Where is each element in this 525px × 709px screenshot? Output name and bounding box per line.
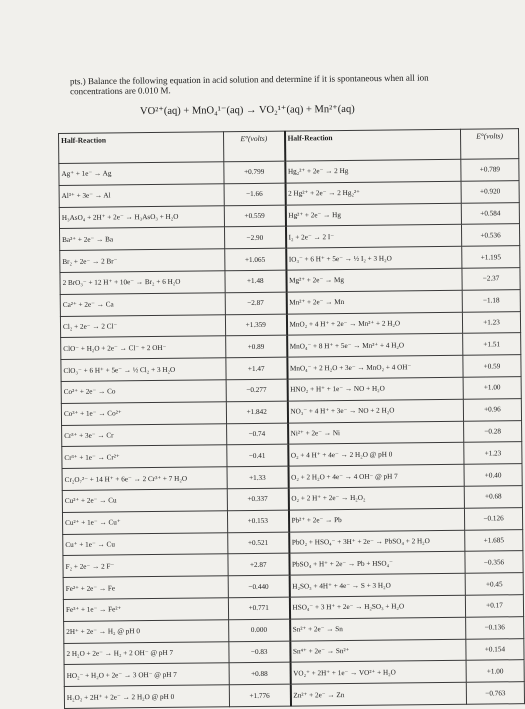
half-reaction-left-cell: ClO⁻ + H₂O + 2e⁻ → Cl⁻ + 2 OH⁻	[61, 336, 226, 360]
potential-left-cell: −0.74	[227, 423, 288, 445]
potential-right-cell: +0.45	[465, 573, 523, 595]
potential-left-cell: +1.359	[225, 314, 286, 336]
potential-left-cell: −2.90	[224, 227, 285, 249]
half-reaction-right-cell: Pb²⁺ + 2e⁻ → Pb	[288, 508, 464, 532]
potential-left-cell: −0.277	[226, 379, 287, 401]
half-reaction-right-cell: Hg²⁺ + 2e⁻ → Hg	[285, 203, 461, 227]
potential-right-cell: −0.763	[466, 682, 524, 704]
half-reaction-right-cell: HSO₄⁻ + 3 H⁺ + 2e⁻ → H₂SO₃ + H₂O	[289, 595, 465, 619]
potential-right-cell: +0.584	[461, 202, 519, 224]
potential-right-cell: +1.00	[466, 660, 524, 682]
potential-right-cell: +0.789	[461, 159, 519, 181]
potential-right-cell: +1.685	[465, 529, 523, 551]
half-reaction-right-cell: MnO₂ + 4 H⁺ + 2e⁻ → Mn²⁺ + 2 H₂O	[286, 312, 462, 336]
header-half-reaction-right: Half-Reaction	[284, 129, 460, 161]
potential-left-cell: +1.776	[229, 684, 290, 706]
question-line-2: concentrations are 0.010 M.	[70, 85, 171, 97]
table-body	[59, 159, 525, 709]
potential-right-cell: +0.536	[461, 224, 519, 246]
half-reaction-left-cell: H₃AsO₄ + 2H⁺ + 2e⁻ → H₃AsO₃ + H₂O	[59, 205, 224, 229]
half-reaction-left-cell: Co²⁺ + 2e⁻ → Co	[61, 380, 226, 404]
potential-left-cell: +1.48	[225, 270, 286, 292]
half-reaction-right-cell: MnO₄⁻ + 8 H⁺ + 5e⁻ → Mn²⁺ + 4 H₂O	[287, 334, 463, 358]
question-line-1: pts.) Balance the following equation in acid solution and determine if it is spontaneous when all ion	[69, 72, 429, 87]
table-header-row	[59, 129, 519, 164]
potential-left-cell: +0.88	[229, 662, 290, 684]
half-reaction-right-cell: Sn⁴⁺ + 2e⁻ → Sn²⁺	[290, 639, 466, 663]
half-reaction-left-cell: Ba²⁺ + 2e⁻ → Ba	[60, 227, 225, 251]
half-reaction-left-cell: Fe²⁺ + 2e⁻ → Fe	[63, 576, 228, 600]
half-reaction-right-cell: Hg₂²⁺ + 2e⁻ → 2 Hg	[285, 159, 461, 183]
half-reaction-left-cell: F₂ + 2e⁻ → 2 F⁻	[63, 554, 228, 578]
half-reaction-left-cell: ClO₃⁻ + 6 H⁺ + 5e⁻ → ½ Cl₂ + 3 H₂O	[61, 358, 226, 382]
half-reaction-left-cell: Cr₂O₇²⁻ + 14 H⁺ + 6e⁻ → 2 Cr³⁺ + 7 H₂O	[62, 467, 227, 491]
table-row	[64, 682, 524, 709]
half-reaction-left-cell: H₂O₂ + 2H⁺ + 2e⁻ → 2 H₂O @ pH 0	[64, 685, 229, 709]
potential-left-cell: −0.440	[228, 575, 289, 597]
half-reaction-left-cell: HO₂⁻ + H₂O + 2e⁻ → 3 OH⁻ @ pH 7	[64, 663, 229, 687]
half-reaction-right-cell: O₂ + 4 H⁺ + 4e⁻ → 2 H₂O @ pH 0	[288, 443, 464, 467]
potential-right-cell: +1.195	[462, 246, 520, 268]
potential-right-cell: +0.40	[464, 464, 522, 486]
half-reaction-right-cell: HNO₂ + H⁺ + 1e⁻ → NO + H₂O	[287, 377, 463, 401]
half-reaction-right-cell: Zn²⁺ + 2e⁻ → Zn	[290, 682, 466, 706]
question-text	[70, 72, 510, 97]
potential-left-cell: +1.842	[226, 401, 287, 423]
half-reaction-left-cell: Fe³⁺ + 1e⁻ → Fe²⁺	[63, 598, 228, 622]
potential-left-cell: +0.771	[228, 597, 289, 619]
half-reaction-right-cell: O₂ + 2 H₂O + 4e⁻ → 4 OH⁻ @ pH 7	[288, 464, 464, 488]
potential-left-cell: 0.000	[229, 619, 290, 641]
potential-left-cell: −0.83	[229, 641, 290, 663]
potential-right-cell: −2.37	[462, 268, 520, 290]
half-reaction-left-cell: 2 H₂O + 2e⁻ → H₂ + 2 OH⁻ @ pH 7	[64, 641, 229, 665]
half-reaction-left-cell: Br₂ + 2e⁻ → 2 Br⁻	[60, 249, 225, 273]
half-reaction-right-cell: NO₃⁻ + 4 H⁺ + 3e⁻ → NO + 2 H₂O	[287, 399, 463, 423]
potential-right-cell: −1.18	[462, 289, 520, 311]
half-reaction-right-cell: PbO₂ + HSO₄⁻ + 3H⁺ + 2e⁻ → PbSO₄ + 2 H₂O	[289, 530, 465, 554]
potential-left-cell: +0.521	[228, 532, 289, 554]
half-reaction-right-cell: Mg²⁺ + 2e⁻ → Mg	[286, 268, 462, 292]
header-e-volts-right: E°(volts)	[460, 129, 518, 160]
potential-left-cell: −2.87	[225, 292, 286, 314]
half-reaction-right-cell: Sn²⁺ + 2e⁻ → Sn	[290, 617, 466, 641]
potential-right-cell: −0.356	[465, 551, 523, 573]
half-reaction-left-cell: Cl₂ + 2e⁻ → 2 Cl⁻	[60, 314, 225, 338]
potential-left-cell: +1.33	[227, 466, 288, 488]
half-reaction-right-cell: H₂SO₃ + 4H⁺ + 4e⁻ → S + 3 H₂O	[289, 573, 465, 597]
half-reaction-right-cell: 2 Hg²⁺ + 2e⁻ → 2 Hg₂²⁺	[285, 181, 461, 205]
potential-right-cell: +0.68	[464, 486, 522, 508]
half-reaction-left-cell: Ag⁺ + 1e⁻ → Ag	[59, 162, 224, 186]
half-reaction-right-cell: I₂ + 2e⁻ → 2 I⁻	[285, 225, 461, 249]
half-reaction-left-cell: Ca²⁺ + 2e⁻ → Ca	[60, 293, 225, 317]
potential-left-cell: +2.87	[228, 553, 289, 575]
half-reaction-left-cell: Cu²⁺ + 2e⁻ → Cu	[62, 489, 227, 513]
potential-left-cell: +0.799	[224, 161, 285, 183]
half-reaction-right-cell: Mn²⁺ + 2e⁻ → Mn	[286, 290, 462, 314]
potential-left-cell: +0.89	[226, 335, 287, 357]
potential-left-cell: +1.065	[225, 248, 286, 270]
potential-right-cell: +0.17	[465, 595, 523, 617]
potential-left-cell: +0.153	[227, 510, 288, 532]
potential-left-cell: +0.559	[224, 205, 285, 227]
half-reaction-left-cell: Al³⁺ + 3e⁻ → Al	[59, 184, 224, 208]
potential-right-cell: +0.920	[461, 180, 519, 202]
potential-right-cell: −0.28	[464, 420, 522, 442]
potential-right-cell: +1.51	[463, 333, 521, 355]
half-reaction-right-cell: IO₃⁻ + 6 H⁺ + 5e⁻ → ½ I₂ + 3 H₂O	[286, 246, 462, 270]
half-reaction-right-cell: PbSO₄ + H⁺ + 2e⁻ → Pb + HSO₄⁻	[289, 552, 465, 576]
reduction-potential-table-container	[58, 128, 523, 702]
potential-right-cell: +1.23	[464, 442, 522, 464]
half-reaction-right-cell: MnO₄⁻ + 2 H₂O + 3e⁻ → MnO₂ + 4 OH⁻	[287, 355, 463, 379]
potential-right-cell: +1.00	[463, 377, 521, 399]
half-reaction-right-cell: O₂ + 2 H⁺ + 2e⁻ → H₂O₂	[288, 486, 464, 510]
potential-right-cell: −0.126	[464, 507, 522, 529]
header-e-volts-left: E°(volts)	[223, 131, 284, 162]
potential-left-cell: −1.66	[224, 183, 285, 205]
potential-right-cell: −0.136	[466, 616, 524, 638]
half-reaction-right-cell: Ni²⁺ + 2e⁻ → Ni	[288, 421, 464, 445]
half-reaction-left-cell: 2 BrO₃⁻ + 12 H⁺ + 10e⁻ → Br₂ + 6 H₂O	[60, 271, 225, 295]
half-reaction-right-cell: VO₂⁺ + 2H⁺ + 1e⁻ → VO²⁺ + H₂O	[290, 661, 466, 685]
potential-left-cell: +0.337	[227, 488, 288, 510]
potential-right-cell: +0.154	[466, 638, 524, 660]
potential-right-cell: +0.96	[463, 398, 521, 420]
potential-left-cell: +1.47	[226, 357, 287, 379]
potential-right-cell: +0.59	[463, 355, 521, 377]
half-reaction-left-cell: 2H⁺ + 2e⁻ → H₂ @ pH 0	[64, 619, 229, 643]
potential-left-cell: −0.41	[227, 444, 288, 466]
reduction-potential-table	[58, 128, 525, 709]
half-reaction-left-cell: Cr³⁺ + 3e⁻ → Cr	[62, 423, 227, 447]
half-reaction-left-cell: Cu²⁺ + 1e⁻ → Cu⁺	[62, 510, 227, 534]
header-half-reaction-left: Half-Reaction	[59, 132, 224, 164]
half-reaction-left-cell: Cr³⁺ + 1e⁻ → Cr²⁺	[62, 445, 227, 469]
half-reaction-left-cell: Co³⁺ + 1e⁻ → Co²⁺	[61, 402, 226, 426]
potential-right-cell: +1.23	[462, 311, 520, 333]
half-reaction-left-cell: Cu⁺ + 1e⁻ → Cu	[63, 532, 228, 556]
reaction-equation: VO²⁺(aq) + MnO₄¹⁻(aq) → VO₂¹⁺(aq) + Mn²⁺(aq)	[139, 103, 355, 118]
